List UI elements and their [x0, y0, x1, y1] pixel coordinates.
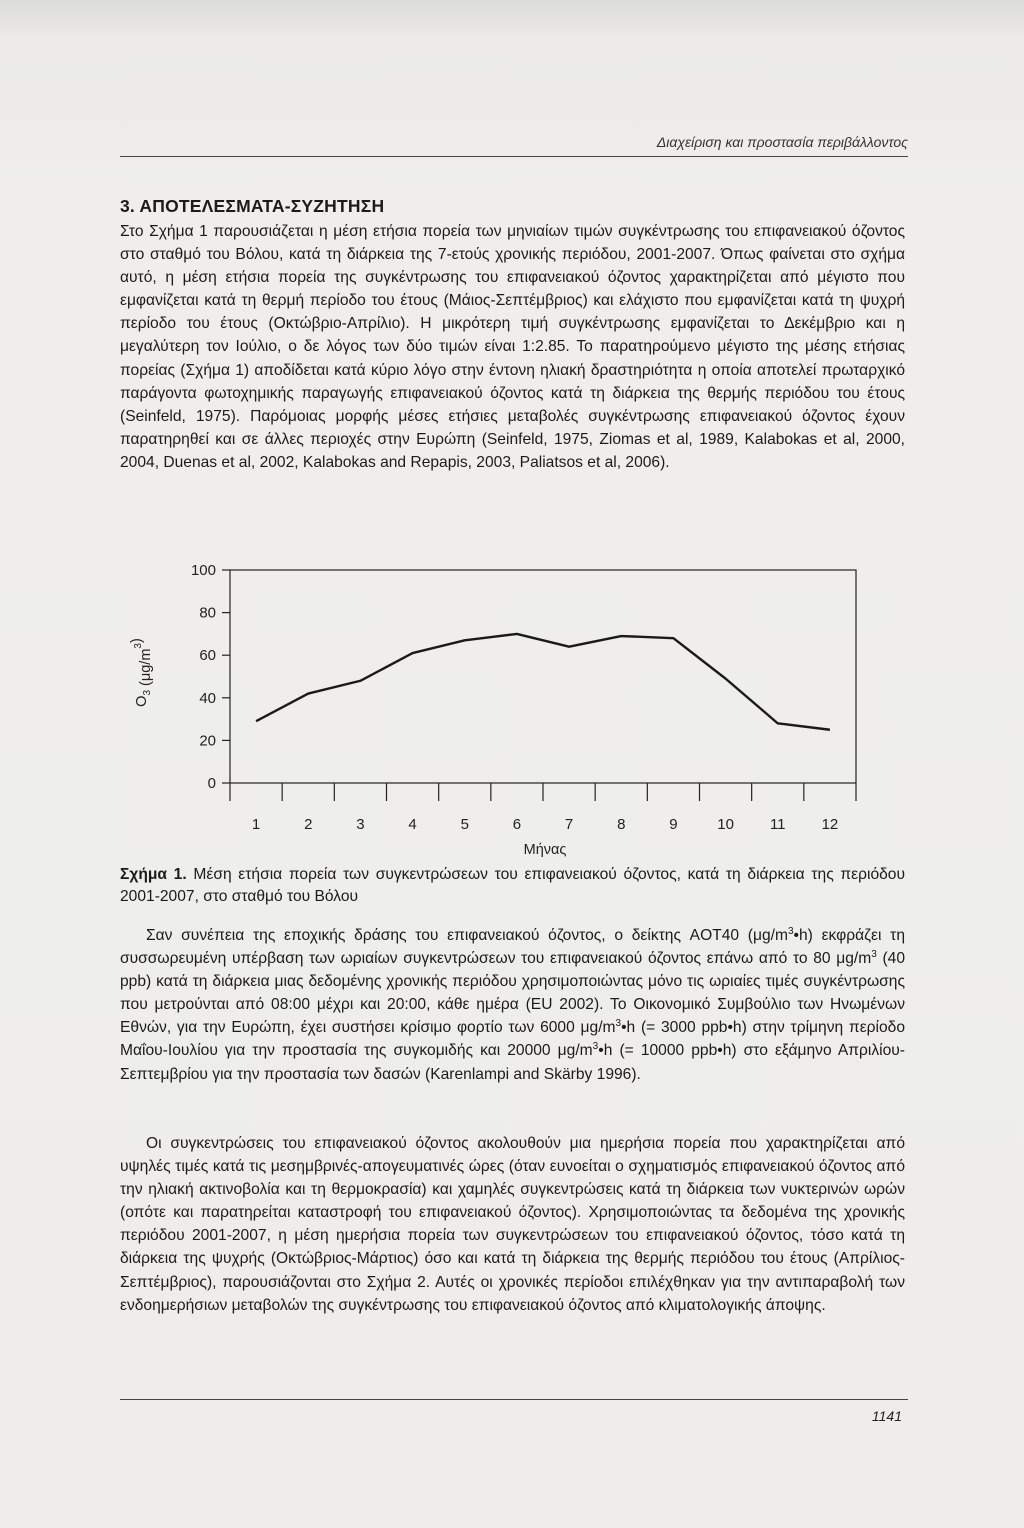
y-axis-title-part: (μg/m: [138, 648, 154, 690]
x-tick-label: 3: [356, 816, 365, 833]
y-axis-title-part: 3: [133, 643, 144, 649]
y-tick-label: 20: [199, 732, 216, 750]
series-line: [256, 634, 830, 730]
text-run: (40 ppb) κατά τη διάρκεια μιας δεδομένης χρονικής περιόδου χρησιμοποιώντας μόνο τις ωριαίες τιμές συγκέντρωσης που μετρούνται από 08:00 μέχρι και 20:00, κάθε ημέρα (EU 2002). Το Οικονομικό Συμβούλιο των Ηνωμένων Εθνών, για την Ευρώπη, έχει συστήσει κρίσιμο φορτίο των 6000 μg/m: [120, 950, 905, 1037]
ozone-monthly-chart: [120, 556, 908, 868]
y-tick-label: 100: [190, 562, 216, 579]
y-axis-title-part: 3: [142, 689, 153, 696]
x-axis-title: Μήνας: [523, 842, 567, 858]
paragraph-diurnal: [120, 1132, 905, 1317]
x-tick-label: 12: [821, 816, 839, 833]
paragraph-text: Στο Σχήμα 1 παρουσιάζεται η μέση ετήσια πορεία των μηνιαίων τιμών συγκέντρωσης του επιφανειακού όζοντος στο σταθμό του Βόλου, κατά τη διάρκεια της 7-ετούς χρονικής περιόδου, 2001-2007. Όπως φαίνεται στο σχήμα αυτό, η μέση ετήσια πορεία της συγκέντρωσης του επιφανειακού όζοντος χαρακτηρίζεται από μέγιστο που εμφανίζεται κατά τη θερμή περίοδο του έτους (Μάιος-Σεπτέμβριος) και ελάχιστο που εμφανίζεται κατά τη ψυχρή περίοδο του έτους (Οκτώβριο-Απρίλιο). Η μικρότερη τιμή συγκέντρωσης εμφανίζεται το Δεκέμβριο και η μεγαλύτερη τον Ιούλιο, ο δε λόγος των δύο τιμών είναι 1:2.85. Το παρατηρούμενο μέγιστο της μέσης ετήσιας πορείας (Σχήμα 1) αποδίδεται κατά κύριο λόγο στην έντονη ηλιακή δραστηριότητα η οποία αποτελεί πρωταρχικό παράγοντα φωτοχημικής παραγωγής επιφανειακού όζοντος κατά τη διάρκεια της θερμής περιόδου του έτους (Seinfeld, 1975). Παρόμοιας μορφής μέσες ετήσιες μεταβολές συγκέντρωσης επιφανειακού όζοντος έχουν παρατηρηθεί και σε άλλες περιοχές στην Ευρώπη (Seinfeld, 1975, Ziomas et al, 1989, Kalabokas et al, 2000, 2004, Duenas et al, 2002, Kalabokas and Repapis, 2003, Paliatsos et al, 2006).: [120, 223, 905, 471]
y-tick-label: 80: [199, 604, 216, 622]
plot-frame: [230, 570, 856, 783]
x-tick-label: 4: [408, 816, 417, 833]
paragraph-text: Οι συγκεντρώσεις του επιφανειακού όζοντος ακολουθούν μια ημερήσια πορεία που χαρακτηρίζεται από υψηλές τιμές κατά τις μεσημβρινές-απογευματινές ώρες (όταν ευνοείται ο σχηματισμός επιφανειακού όζοντος από την ηλιακή ακτινοβολία και τη θερμοκρασία) και χαμηλές συγκεντρώσεις κατά τη διάρκεια των νυκτερινών ωρών (οπότε και παρατηρείται καταστροφή του επιφανειακού όζοντος). Χρησιμοποιώντας τα δεδομένα της χρονικής περιόδου 2001-2007, η μέση ημερήσια πορεία των συγκεντρώσεων του επιφανειακού όζοντος, τόσο κατά τη διάρκεια της ψυχρής (Οκτώβριος-Μάρτιος) όσο και κατά τη διάρκεια της θερμής περιόδου του έτους (Απρίλιος-Σεπτέμβριος), παρουσιάζονται στο Σχήμα 2. Αυτές οι χρονικές περίοδοι επιλέχθηκαν για την αντιπαραβολή των ενδοημερήσιων μεταβολών της συγκέντρωσης του επιφανειακού όζοντος από κλιματολογικής άποψης.: [120, 1135, 905, 1314]
caption-label: Σχήμα 1.: [120, 866, 187, 883]
x-tick-label: 7: [564, 816, 574, 833]
y-axis-title-part: ): [129, 638, 145, 644]
caption-text: Μέση ετήσια πορεία των συγκεντρώσεων του επιφανειακού όζοντος, κατά τη διάρκεια της περιόδου 2001-2007, στο σταθμό του Βόλου: [120, 866, 905, 905]
superscript: 3: [787, 925, 794, 937]
y-tick-label: 40: [199, 689, 216, 707]
x-tick-label: 6: [512, 816, 522, 833]
superscript: 3: [615, 1018, 622, 1030]
figure-1: [120, 556, 908, 868]
running-header: Διαχείριση και προστασία περιβάλλοντος: [656, 134, 908, 150]
header-rule: [120, 156, 908, 157]
text-run: •h (= 10000 ppb•h) στο εξάμηνο Απριλίου-Σεπτεμβρίου για την προστασία των δασών (Karenlampi and Skärby 1996).: [120, 1042, 905, 1083]
paragraph-results-intro: [120, 220, 905, 474]
x-tick-label: 5: [460, 816, 469, 833]
y-axis-title: [129, 638, 154, 707]
section-heading: 3. ΑΠΟΤΕΛΕΣΜΑΤΑ-ΣΥΖΗΤΗΣΗ: [120, 196, 385, 216]
superscript: 3: [592, 1041, 599, 1053]
y-tick-label: 60: [199, 647, 216, 665]
y-axis-title-part: O: [134, 695, 150, 707]
text-run: Σαν συνέπεια της εποχικής δράσης του επιφανειακού όζοντος, ο δείκτης AOT40 (μg/m: [146, 927, 788, 944]
footer-rule: [120, 1399, 908, 1400]
paragraph-text: [120, 924, 905, 1086]
x-tick-label: 10: [717, 816, 734, 833]
x-tick-label: 2: [304, 816, 313, 833]
x-tick-label: 8: [617, 816, 626, 833]
y-tick-label: 0: [207, 775, 216, 792]
x-tick-label: 9: [669, 816, 678, 833]
superscript: 3: [871, 948, 877, 960]
x-tick-label: 1: [251, 816, 261, 833]
paragraph-aot40: [120, 924, 905, 1086]
text-run: •h) εκφράζει τη συσσωρευμένη υπέρβαση των ωριαίων συγκεντρώσεων του επιφανειακού όζοντος επάνω από το 80 μg/m: [120, 927, 905, 968]
page-number: 1141: [871, 1408, 902, 1424]
text-run: •h (= 3000 ppb•h) στην τρίμηνη περίοδο Μαΐου-Ιουλίου για την προστασία της συγκομιδής και 20000 μg/m: [120, 1019, 906, 1060]
figure-caption: [120, 864, 905, 908]
x-tick-label: 11: [769, 816, 786, 833]
